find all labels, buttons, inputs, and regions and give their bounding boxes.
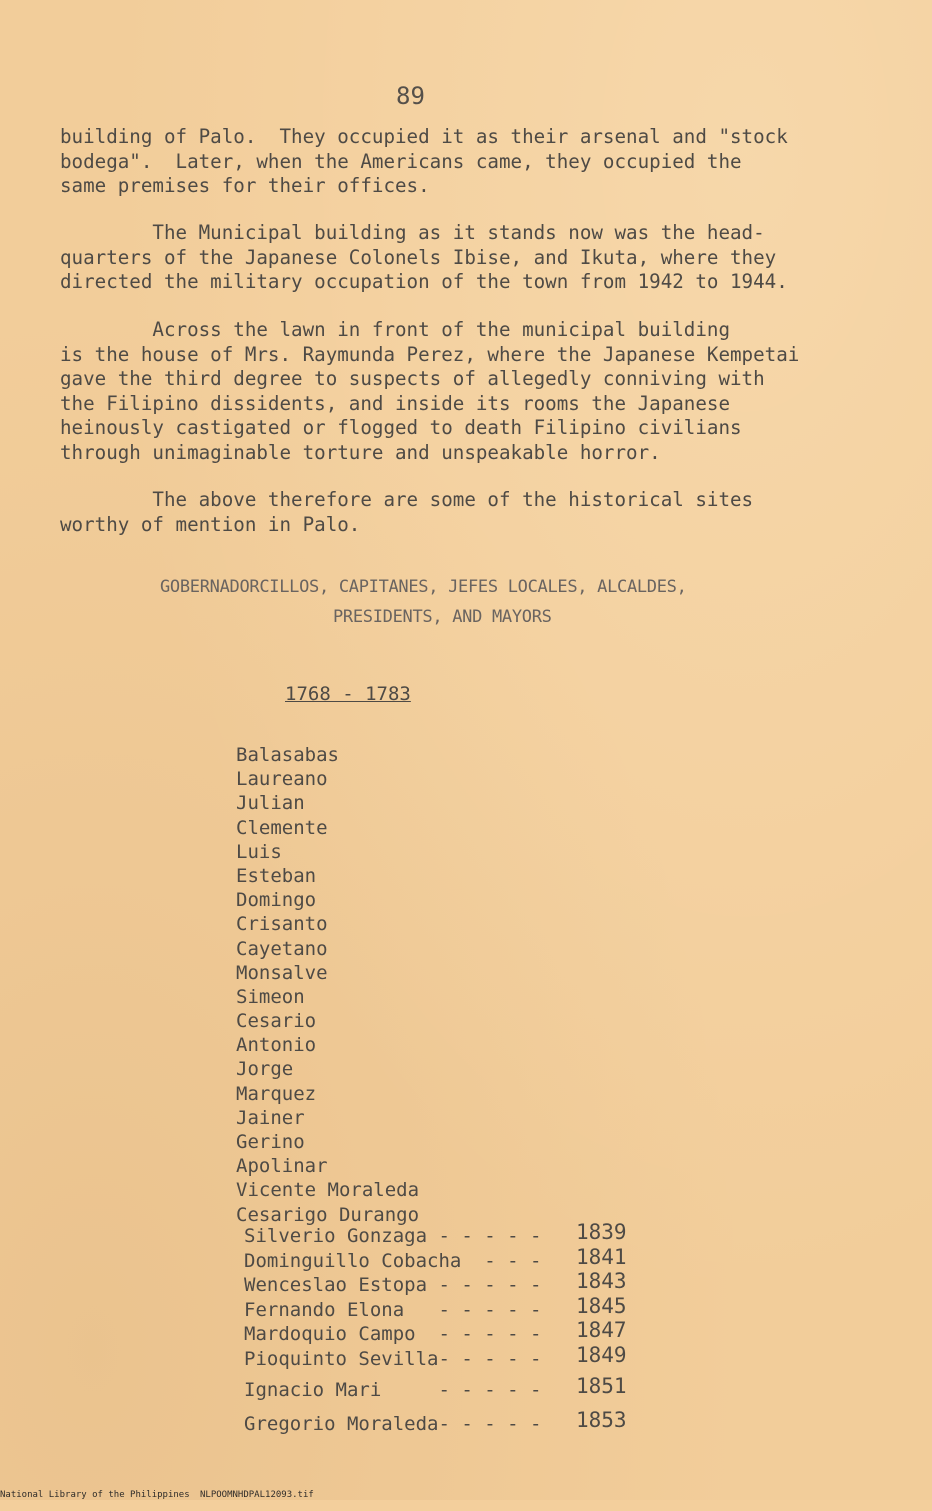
list-item: Cesario bbox=[236, 1010, 317, 1033]
list-item: Esteban bbox=[236, 864, 317, 887]
official-year: 1849 bbox=[576, 1342, 627, 1367]
official-year: 1841 bbox=[576, 1244, 627, 1269]
official-year: 1851 bbox=[576, 1373, 627, 1398]
official-year: 1847 bbox=[576, 1318, 627, 1343]
list-item: Cesarigo Durango bbox=[236, 1203, 420, 1226]
official-name: Dominguillo Cobacha - - - bbox=[244, 1249, 542, 1272]
list-item: Antonio bbox=[236, 1034, 317, 1057]
official-name: Wenceslao Estopa - - - - - bbox=[244, 1274, 542, 1297]
list-item: Gerino bbox=[236, 1131, 305, 1153]
list-item: Crisanto bbox=[236, 913, 328, 936]
list-item: Apolinar bbox=[236, 1155, 328, 1178]
list-item: Clemente bbox=[236, 816, 328, 839]
paragraph-historical-sites: The above therefore are some of the historical sites worthy of mention in Palo. bbox=[60, 488, 754, 536]
dated-officials-list bbox=[244, 1220, 644, 1437]
list-item: Monsalve bbox=[236, 961, 328, 984]
paragraph-palo-building: building of Palo. They occupied it as their arsenal and "stock bodega". Later, when the Americans came, they occupied the same premises for their offices. bbox=[60, 125, 788, 197]
official-year: 1853 bbox=[576, 1408, 627, 1433]
official-year: 1843 bbox=[576, 1269, 627, 1294]
list-item: Luis bbox=[236, 840, 282, 863]
period-heading: 1768 - 1783 bbox=[285, 683, 411, 705]
official-name: Ignacio Mari - - - - - bbox=[244, 1378, 542, 1401]
official-year: 1845 bbox=[576, 1293, 627, 1318]
official-name: Pioquinto Sevilla- - - - - bbox=[244, 1347, 542, 1370]
dated-list-item bbox=[244, 1342, 644, 1372]
list-item: Cayetano bbox=[236, 937, 328, 960]
list-item: Balasabas bbox=[236, 744, 339, 766]
official-name: Gregorio Moraleda- - - - - bbox=[244, 1413, 542, 1436]
footer-filename: NLPOOMNHDPAL12093.tif bbox=[200, 1490, 314, 1500]
dated-list-item bbox=[244, 1373, 644, 1403]
official-name: Mardoquio Campo - - - - - bbox=[244, 1323, 542, 1346]
official-name: Fernando Elona - - - - - bbox=[244, 1298, 542, 1321]
section-heading-line-1: GOBERNADORCILLOS, CAPITANES, JEFES LOCALES, ALCALDES, bbox=[160, 577, 687, 597]
officials-list bbox=[236, 743, 419, 1227]
list-item: Jainer bbox=[236, 1106, 305, 1129]
dated-list-item bbox=[244, 1408, 644, 1437]
list-item: Jorge bbox=[236, 1058, 294, 1081]
list-item: Laureano bbox=[236, 768, 328, 791]
official-name: Silverio Gonzaga - - - - - bbox=[244, 1225, 542, 1247]
paragraph-municipal-building: The Municipal building as it stands now was the head- quarters of the Japanese Colonels Ibise, and Ikuta, where they directed the military occupation of the town from 1942 to 1944. bbox=[60, 221, 788, 293]
list-item: Simeon bbox=[236, 985, 305, 1008]
list-item: Julian bbox=[236, 792, 305, 815]
list-item: Marquez bbox=[236, 1082, 317, 1105]
page-number: 89 bbox=[396, 82, 425, 110]
paragraph-perez-house: Across the lawn in front of the municipal building is the house of Mrs. Raymunda Perez, where the Japanese Kempetai gave the third degree to suspects of allegedly conniving with the Filipino dissidents, and inside its rooms the Japanese heinously castigated or flogged to death Filipino civilians through unimaginable torture and unspeakable horror. bbox=[60, 318, 800, 464]
official-year: 1839 bbox=[576, 1220, 627, 1244]
footer-source: National Library of the Philippines bbox=[0, 1490, 190, 1500]
section-heading-line-2: PRESIDENTS, AND MAYORS bbox=[333, 607, 552, 627]
list-item: Domingo bbox=[236, 889, 317, 912]
list-item: Vicente Moraleda bbox=[236, 1179, 420, 1202]
